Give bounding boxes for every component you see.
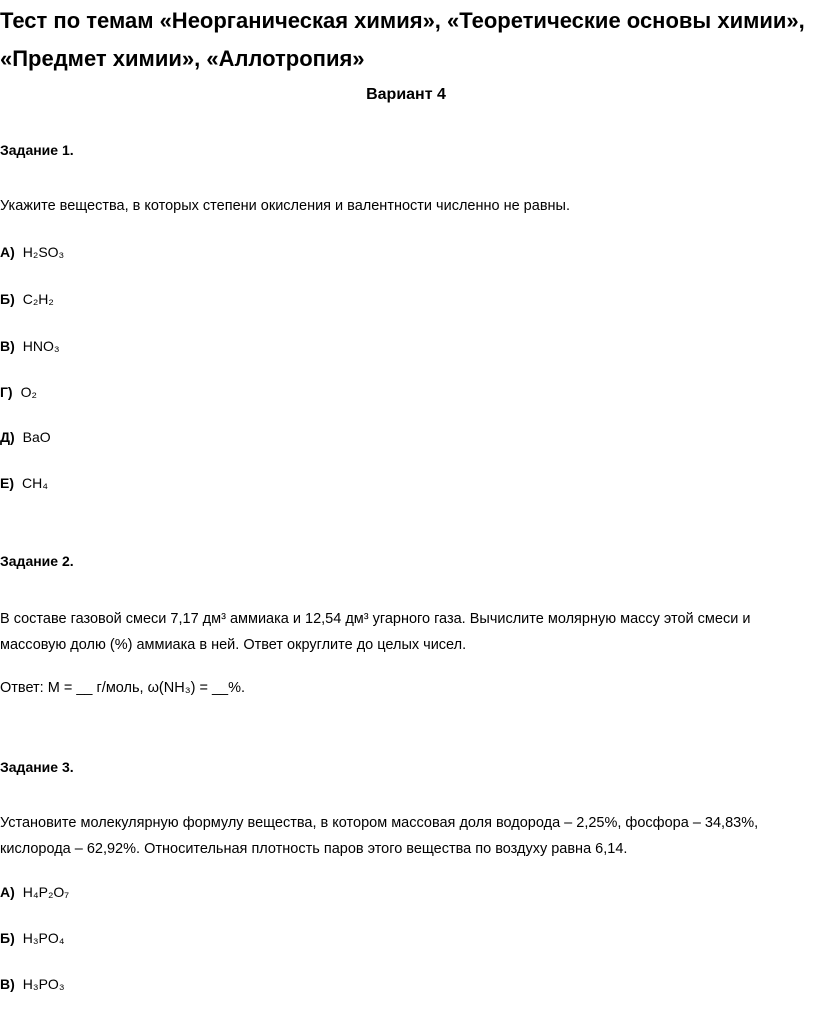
task2-question: В составе газовой смеси 7,17 дм³ аммиака и 12,54 дм³ угарного газа. Вычислите молярную массу этой смеси и массовую долю (%) аммиака в ней. Ответ округлите до целых чисел. — [0, 611, 751, 653]
option-letter: А) — [0, 884, 15, 900]
option-formula: H₃PO₃ — [22, 976, 65, 992]
option-formula: HNO₃ — [22, 338, 60, 354]
option-formula: C₂H₂ — [22, 291, 54, 307]
task3-option-b — [0, 930, 65, 946]
option-letter: В) — [0, 976, 15, 992]
task1-title: Задание 1. — [0, 142, 74, 158]
option-formula: H₄P₂O₇ — [22, 884, 70, 900]
task1-option-e — [0, 429, 51, 445]
option-formula: CH₄ — [22, 475, 48, 491]
document-title: Тест по темам «Неорганическая химия», «Теоретические основы химии», «Предмет химии», «Аллотропия» — [0, 8, 805, 71]
option-formula: H₂SO₃ — [22, 244, 65, 260]
task3-title: Задание 3. — [0, 759, 74, 775]
option-formula: H₃PO₄ — [22, 930, 65, 946]
task3-option-c — [0, 976, 65, 992]
task1-option-c — [0, 338, 60, 354]
task1-option-a — [0, 244, 64, 260]
option-formula: O₂ — [20, 384, 37, 400]
task2-answer-template: Ответ: М = __ г/моль, ω(NH₃) = __%. — [0, 680, 246, 696]
option-letter: Б) — [0, 291, 15, 307]
task2-title: Задание 2. — [0, 553, 74, 569]
option-letter: Д) — [0, 429, 15, 445]
option-letter: Е) — [0, 475, 14, 491]
option-letter: Б) — [0, 930, 15, 946]
task1-option-f — [0, 475, 48, 491]
task1-option-b — [0, 291, 54, 307]
option-letter: В) — [0, 338, 15, 354]
variant-heading: Вариант 4 — [366, 86, 446, 103]
task1-question: Укажите вещества, в которых степени окисления и валентности численно не равны. — [0, 198, 570, 214]
task1-option-d — [0, 384, 37, 400]
option-letter: Г) — [0, 384, 13, 400]
task3-option-a — [0, 884, 69, 900]
task3-question: Установите молекулярную формулу вещества, в котором массовая доля водорода – 2,25%, фосфора – 34,83%, кислорода – 62,92%. Относительная плотность паров этого вещества по воздуху равна 6,14. — [0, 815, 759, 857]
option-letter: А) — [0, 244, 15, 260]
option-formula: BaO — [22, 429, 51, 445]
